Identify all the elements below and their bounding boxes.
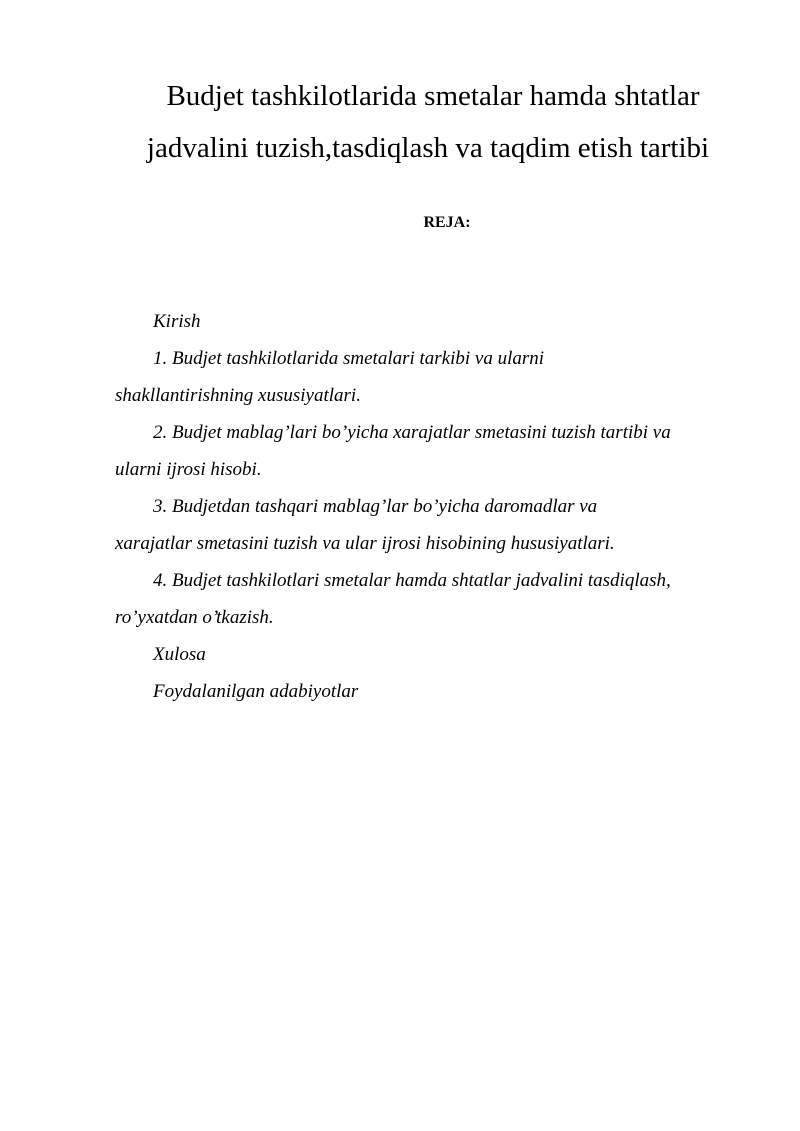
plan-item-1 (115, 340, 755, 414)
plan-item-line: Xulosa (153, 644, 206, 665)
plan-item-line: 4. Budjet tashkilotlari smetalar hamda shtatlar jadvalini tasdiqlash, (153, 570, 671, 591)
plan-heading: REJA: (423, 214, 471, 231)
plan-item-line: 3. Budjetdan tashqari mablag’lar bo’yicha daromadlar va (153, 496, 598, 517)
plan-item-references (115, 673, 755, 710)
plan-item-4 (115, 562, 755, 636)
title-line-1: Budjet tashkilotlarida smetalar hamda shtatlar (166, 80, 700, 112)
plan-item-line: 2. Budjet mablag’lari bo’yicha xarajatlar smetasini tuzish tartibi va (153, 422, 671, 443)
plan-item-intro (115, 303, 755, 340)
plan-item-line: shakllantirishning xususiyatlari. (115, 385, 361, 406)
plan-list (115, 303, 755, 710)
plan-item-line: xarajatlar smetasini tuzish va ular ijrosi hisobining hususiyatlari. (115, 533, 615, 554)
plan-item-2 (115, 414, 755, 488)
plan-item-line: 1. Budjet tashkilotlarida smetalari tarkibi va ularni (153, 348, 545, 369)
document-title (100, 70, 756, 174)
plan-item-conclusion (115, 636, 755, 673)
plan-item-line: ro’yxatdan o’tkazish. (115, 607, 274, 628)
plan-item-line: Kirish (153, 311, 201, 332)
title-line-2: jadvalini tuzish,tasdiqlash va taqdim etish tartibi (146, 132, 710, 164)
plan-item-3 (115, 488, 755, 562)
plan-item-line: ularni ijrosi hisobi. (115, 459, 262, 480)
plan-item-line: Foydalanilgan adabiyotlar (153, 681, 359, 702)
